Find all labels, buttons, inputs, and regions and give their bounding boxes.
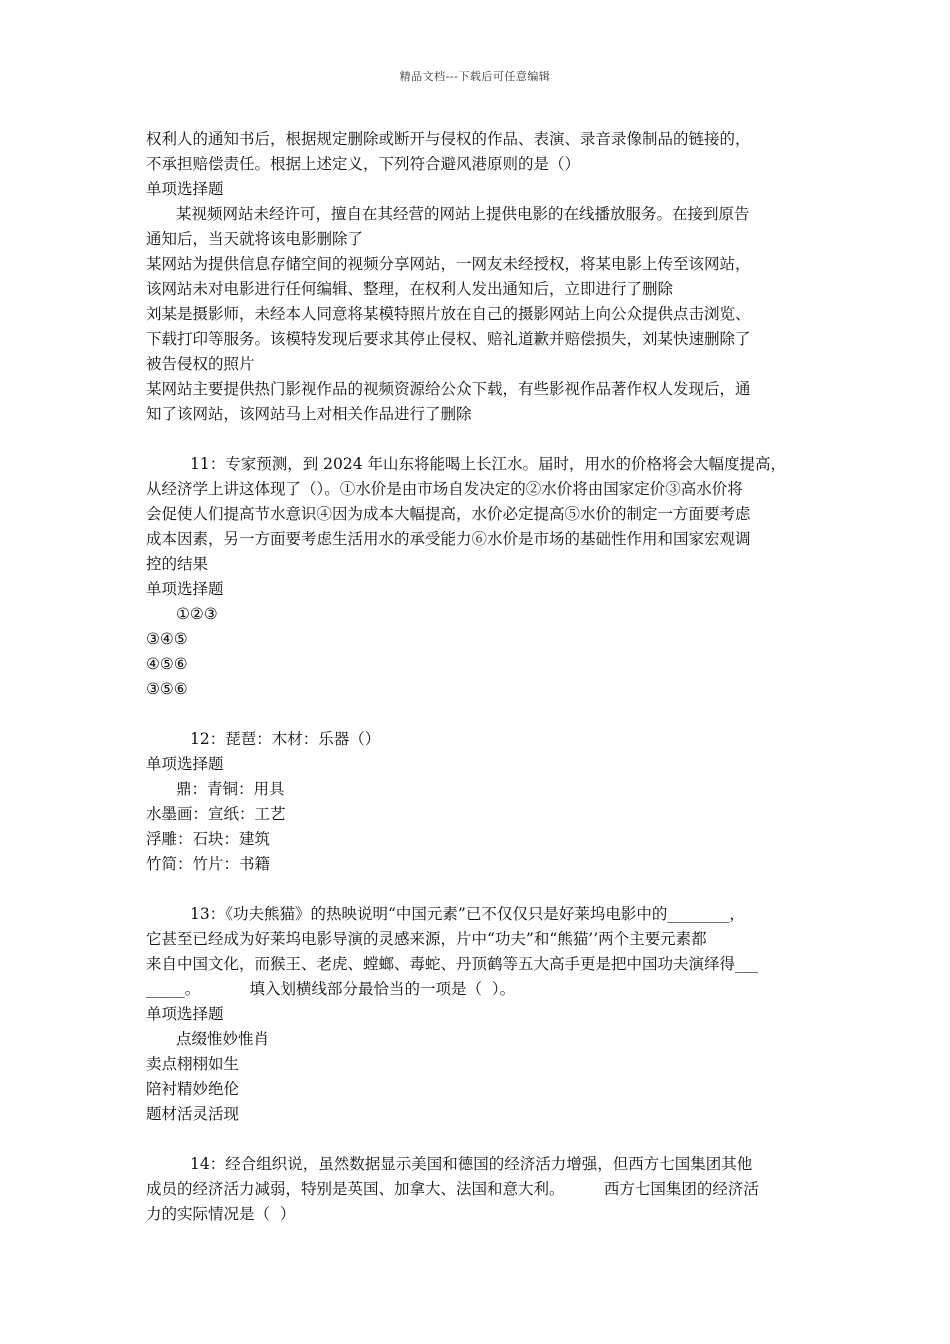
question-stem-line: 来自中国文化，而猴王、老虎、螳螂、毒蛇、丹顶鹤等五大高手更是把中国功夫演绎得___ [146, 955, 759, 973]
question-type: 单项选择题 [146, 755, 224, 773]
option-d: ③⑤⑥ [146, 680, 188, 698]
spacer [146, 427, 812, 452]
question-stem-line: 力的实际情况是（ ） [146, 1205, 296, 1223]
option-d: 竹简：竹片：书籍 [146, 855, 271, 873]
question-stem-line: _____。 填入划横线部分最恰当的一项是（ ）。 [146, 980, 516, 998]
option-d: 题材活灵活现 [146, 1105, 240, 1123]
option-b-line: 某网站为提供信息存储空间的视频分享网站，一网友未经授权，将某电影上传至该网站， [146, 255, 751, 273]
question-stem: 12：琵琶：木材：乐器（） [190, 730, 381, 748]
question-type: 单项选择题 [146, 580, 224, 598]
question-stem-line: 成员的经济活力减弱，特别是英国、加拿大、法国和意大利。 西方七国集团的经济活 [146, 1180, 759, 1198]
question-stem-line: 13：《功夫熊猫》的热映说明“中国元素”已不仅仅只是好莱坞电影中的________， [190, 905, 745, 923]
option-c-line: 刘某是摄影师，未经本人同意将某模特照片放在自己的摄影网站上向公众提供点击浏览、 [146, 305, 751, 323]
question-12 [146, 727, 812, 877]
option-a: 鼎：青铜：用具 [176, 780, 285, 798]
document-body [146, 127, 812, 1227]
question-11 [146, 452, 812, 702]
spacer [146, 702, 812, 727]
question-type: 单项选择题 [146, 1005, 224, 1023]
option-a: 点缀惟妙惟肖 [176, 1030, 270, 1048]
option-a-line: 通知后，当天就将该电影删除了 [146, 230, 364, 248]
option-c-line: 被告侵权的照片 [146, 355, 255, 373]
spacer [146, 877, 812, 902]
option-c: 浮雕：石块：建筑 [146, 830, 271, 848]
option-c: ④⑤⑥ [146, 655, 188, 673]
question-stem-line: 它甚至已经成为好莱坞电影导演的灵感来源，片中“功夫”和“熊猫’’两个主要元素都 [146, 930, 707, 948]
page-header: 精品文档---下载后可任意编辑 [399, 70, 551, 83]
question-stem-line: 权利人的通知书后，根据规定删除或断开与侵权的作品、表演、录音录像制品的链接的， [146, 130, 751, 148]
question-stem-line: 会促使人们提高节水意识④因为成本大幅提高，水价必定提高⑤水价的制定一方面要考虑 [146, 505, 751, 523]
option-b: ③④⑤ [146, 630, 188, 648]
question-stem-line: 14：经合组织说，虽然数据显示美国和德国的经济活力增强，但西方七国集团其他 [190, 1155, 753, 1173]
option-a: ①②③ [176, 605, 218, 623]
question-stem-line: 不承担赔偿责任。根据上述定义，下列符合避风港原则的是（） [146, 155, 581, 173]
question-14 [146, 1152, 812, 1227]
question-type: 单项选择题 [146, 180, 224, 198]
option-c: 陪衬精妙绝伦 [146, 1080, 240, 1098]
question-stem-line: 成本因素，另一方面要考虑生活用水的承受能力⑥水价是市场的基础性作用和国家宏观调 [146, 530, 751, 548]
option-c-line: 下载打印等服务。该模特发现后要求其停止侵权、赔礼道歉并赔偿损失，刘某快速删除了 [146, 330, 751, 348]
option-b-line: 该网站未对电影进行任何编辑、整理，在权利人发出通知后，立即进行了删除 [146, 280, 674, 298]
option-b: 卖点栩栩如生 [146, 1055, 240, 1073]
question-stem-line: 从经济学上讲这体现了（）。①水价是由市场自发决定的②水价将由国家定价③高水价将 [146, 480, 743, 498]
question-stem-line: 11：专家预测，到 2024 年山东将能喝上长江水。届时，用水的价格将会大幅度提高， [190, 455, 787, 473]
option-a-line: 某视频网站未经许可，擅自在其经营的网站上提供电影的在线播放服务。在接到原告 [176, 205, 750, 223]
spacer [146, 1127, 812, 1152]
option-d-line: 某网站主要提供热门影视作品的视频资源给公众下载，有些影视作品著作权人发现后，通 [146, 380, 751, 398]
question-13 [146, 902, 812, 1127]
option-d-line: 知了该网站，该网站马上对相关作品进行了删除 [146, 405, 472, 423]
question-10 [146, 127, 812, 427]
option-b: 水墨画：宣纸：工艺 [146, 805, 286, 823]
question-stem-line: 控的结果 [146, 555, 209, 573]
